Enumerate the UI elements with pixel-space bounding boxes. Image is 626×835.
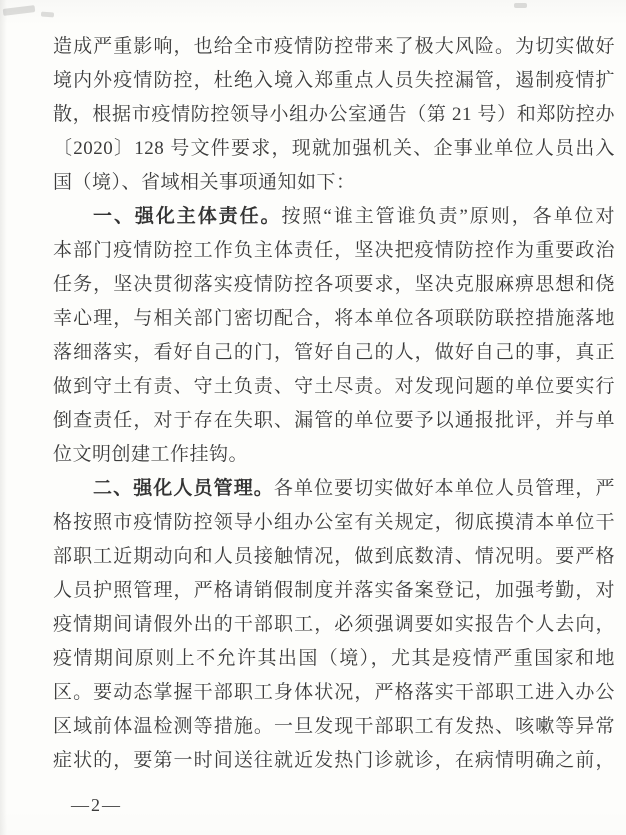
body-text: 人员护照管理，严格请销假制度并落实备案登记，加强考勤，对 <box>53 580 615 601</box>
body-text: 境内外疫情防控，杜绝入境入郑重点人员失控漏管，遏制疫情扩 <box>53 70 615 91</box>
document-line <box>53 574 615 608</box>
body-text: 本部门疫情防控工作负主体责任，坚决把疫情防控作为重要政治 <box>53 240 615 261</box>
document-line <box>53 234 615 268</box>
document-line <box>53 336 615 370</box>
document-body <box>53 30 615 778</box>
body-text: 部职工近期动向和人员接触情况，做到底数清、情况明。要严格 <box>53 546 615 567</box>
body-text: 症状的，要第一时间送往就近发热门诊就诊，在病情明确之前， <box>53 750 615 771</box>
body-text: 倒查责任，对于存在失职、漏管的单位要予以通报批评，并与单 <box>53 410 615 431</box>
document-line <box>53 540 615 574</box>
document-line <box>53 642 615 676</box>
page-number: —2— <box>71 795 122 815</box>
document-line <box>53 438 615 472</box>
scan-artifact <box>514 3 527 8</box>
body-text: 区域前体温检测等措施。一旦发现干部职工有发热、咳嗽等异常 <box>53 716 615 737</box>
document-line <box>53 472 615 506</box>
body-text: 做到守土有责、守土负责、守土尽责。对发现问题的单位要实行 <box>53 376 615 397</box>
body-text: 散，根据市疫情防控领导小组办公室通告（第 21 号）和郑防控办 <box>53 104 615 125</box>
section-heading: 二、强化人员管理。 <box>93 478 274 499</box>
document-line <box>53 710 615 744</box>
section-heading: 一、强化主体责任。 <box>93 206 282 227</box>
document-line <box>53 132 615 166</box>
scan-edge-shading <box>0 0 7 835</box>
body-text: 按照“谁主管谁负责”原则，各单位对 <box>281 206 615 227</box>
document-line <box>53 506 615 540</box>
body-text: 落细落实，看好自己的门，管好自己的人，做好自己的事，真正 <box>53 342 615 363</box>
body-text: 位文明创建工作挂钩。 <box>53 444 249 465</box>
body-text: 任务，坚决贯彻落实疫情防控各项要求，坚决克服麻痹思想和侥 <box>53 274 615 295</box>
document-line <box>53 98 615 132</box>
document-line <box>53 30 615 64</box>
document-line <box>53 302 615 336</box>
document-line <box>53 370 615 404</box>
body-text: 国（境）、省域相关事项通知如下： <box>53 172 356 193</box>
document-line <box>53 676 615 710</box>
body-text: 造成严重影响，也给全市疫情防控带来了极大风险。为切实做好 <box>53 36 615 57</box>
document-line <box>53 404 615 438</box>
document-line <box>53 64 615 98</box>
document-line <box>53 200 615 234</box>
document-line <box>53 166 615 200</box>
body-text: 区。要动态掌握干部职工身体状况，严格落实干部职工进入办公 <box>53 682 615 703</box>
body-text: 幸心理，与相关部门密切配合，将本单位各项联防联控措施落地 <box>53 308 615 329</box>
scan-artifact <box>3 5 36 16</box>
body-text: 各单位要切实做好本单位人员管理，严 <box>273 478 615 499</box>
body-text: 疫情期间原则上不允许其出国（境），尤其是疫情严重国家和地 <box>53 648 615 669</box>
body-text: 格按照市疫情防控领导小组办公室有关规定，彻底摸清本单位干 <box>53 512 615 533</box>
body-text: 〔2020〕128 号文件要求，现就加强机关、企事业单位人员出入 <box>53 138 615 159</box>
body-text: 疫情期间请假外出的干部职工，必须强调要如实报告个人去向， <box>53 614 615 635</box>
document-line <box>53 744 615 778</box>
document-line <box>53 268 615 302</box>
document-line <box>53 608 615 642</box>
scan-artifact <box>41 12 54 18</box>
